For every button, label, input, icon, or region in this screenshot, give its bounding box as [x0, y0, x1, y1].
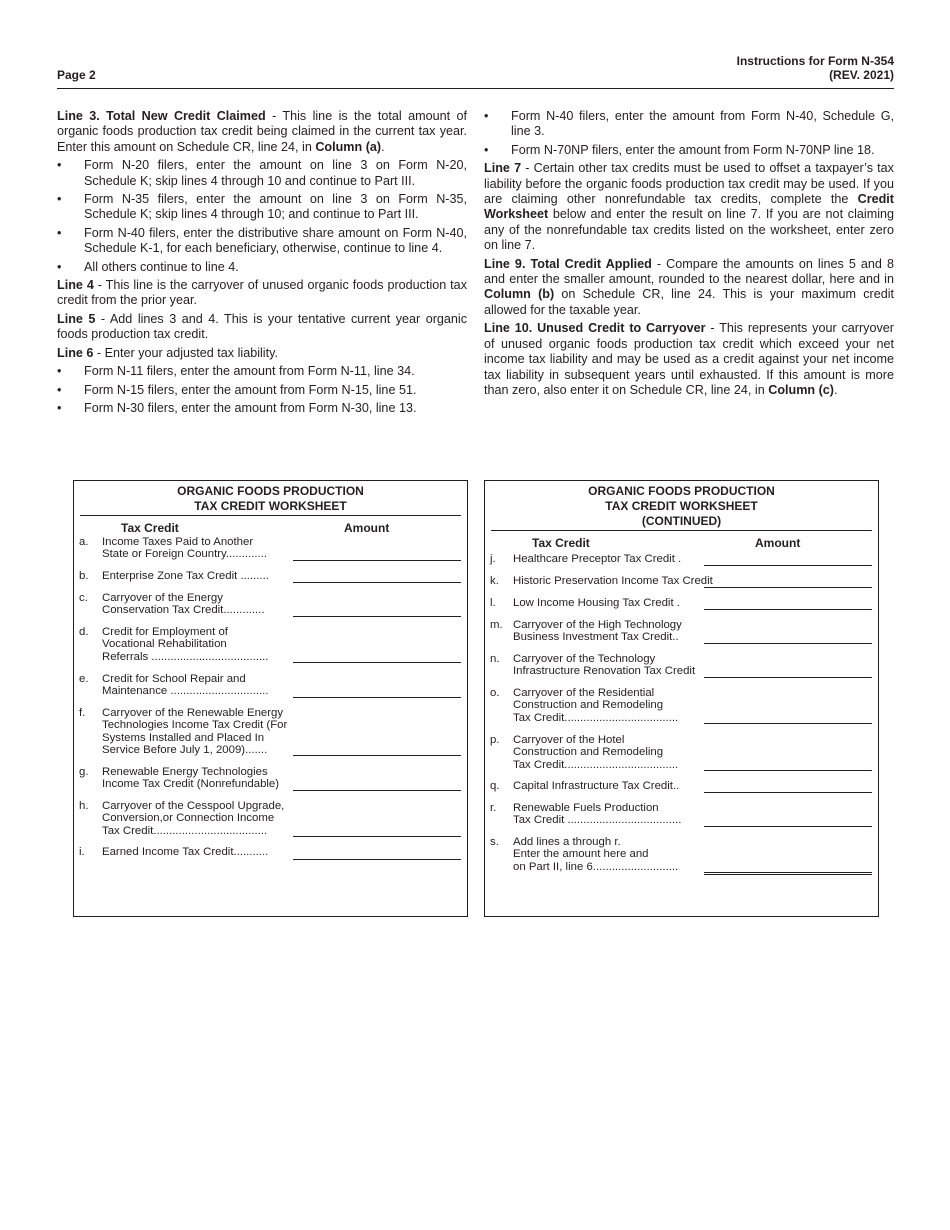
amount-field-r[interactable] [704, 826, 872, 827]
amount-field-g[interactable] [293, 790, 461, 791]
instructions-right-column [484, 109, 894, 401]
worksheet-row-k [485, 575, 878, 597]
worksheet-row-m [485, 619, 878, 653]
line9-column: Column (b) [484, 287, 555, 302]
page-number: Page 2 [57, 68, 96, 82]
bullet-icon: • [57, 400, 62, 415]
line3-bullet [57, 158, 467, 189]
row-label-line: Construction and Remodeling [513, 699, 664, 712]
line10-end: . [834, 382, 838, 397]
row-label-line: Capital Infrastructure Tax Credit.. [513, 780, 680, 792]
row-label-line: Credit for Employment of [102, 626, 228, 638]
worksheet-title [80, 484, 461, 516]
bullet-icon: • [484, 109, 489, 123]
bullet-text: Form N-40 filers, enter the amount from Form N-40, Schedule G, line 3. [511, 109, 894, 139]
bullet-icon: • [57, 192, 62, 207]
row-letter: o. [490, 687, 500, 699]
amount-field-l[interactable] [704, 609, 872, 610]
line3-heading: Line 3. Total New Credit Claimed [57, 109, 266, 123]
row-label [513, 619, 703, 644]
worksheet-row-h [74, 800, 467, 846]
worksheet-row-f [74, 707, 467, 766]
worksheet-row-j [485, 553, 878, 575]
worksheet-row-e [74, 673, 467, 707]
bullet-text: Form N-20 filers, enter the amount on line 3 on Form N-20, Schedule K; skip lines 4 through 10 and continue to Part III. [84, 158, 467, 188]
worksheet-row-r [485, 802, 878, 836]
row-label [513, 575, 713, 587]
line10-heading: Line 10. Unused Credit to Carryover [484, 321, 706, 336]
row-label [102, 800, 292, 837]
worksheet-title-line3: (CONTINUED) [641, 514, 722, 528]
row-label-line: Enter the amount here and [513, 848, 649, 861]
worksheet-row-a [74, 536, 467, 570]
row-letter: d. [79, 626, 89, 638]
amount-field-j[interactable] [704, 565, 872, 566]
row-label-line: Carryover of the Renewable Energy [102, 707, 284, 719]
tax-credit-column-header: Tax Credit [121, 521, 179, 535]
row-letter: h. [79, 800, 89, 812]
row-letter: a. [79, 536, 89, 548]
row-label-line: Tax Credit.................................... [102, 824, 268, 837]
line10-paragraph [484, 321, 894, 398]
worksheet-row-q [485, 780, 878, 802]
amount-field-d[interactable] [293, 662, 461, 663]
line10-column: Column (c) [768, 382, 834, 397]
row-label-line: Renewable Energy Technologies [102, 766, 268, 778]
page-header [57, 52, 894, 89]
instructions-left-column [57, 109, 467, 419]
line6-paragraph [57, 346, 467, 361]
line6-bullet [484, 109, 894, 140]
line3-bullet [57, 260, 467, 275]
line7-text: - Certain other tax credits must be used to offset a taxpayer’s tax liability before the organic foods production tax credit may be used. If you are claiming other nonrefundable tax credits, complete the [484, 161, 894, 207]
line9-paragraph [484, 257, 894, 319]
row-letter: r. [490, 802, 497, 814]
row-label [102, 707, 292, 757]
row-label-line: Referrals ..................................... [102, 650, 269, 663]
bullet-text: Form N-30 filers, enter the amount from Form N-30, line 13. [84, 400, 417, 415]
row-letter: n. [490, 653, 500, 665]
worksheet-row-n [485, 653, 878, 687]
line5-heading: Line 5 [57, 311, 96, 326]
worksheet-row-d [74, 626, 467, 673]
worksheet-row-g [74, 766, 467, 800]
row-label [102, 626, 292, 663]
row-letter: m. [490, 619, 503, 631]
row-letter: k. [490, 575, 499, 587]
row-label-line: Maintenance ............................... [102, 685, 269, 698]
amount-field-o[interactable] [704, 723, 872, 724]
row-label-line: Credit for School Repair and [102, 673, 246, 685]
row-label-line: Business Investment Tax Credit.. [513, 631, 679, 644]
row-label [102, 592, 292, 617]
row-label-line: Enterprise Zone Tax Credit ......... [102, 570, 269, 582]
row-label [102, 673, 292, 698]
line7-worksheet: Credit Worksheet [484, 192, 894, 222]
credit-worksheet-continued [484, 480, 879, 917]
bullet-text: Form N-70NP filers, enter the amount from Form N-70NP line 18. [511, 142, 875, 157]
row-label-line: Low Income Housing Tax Credit . [513, 597, 680, 609]
row-label-line: Infrastructure Renovation Tax Credit [513, 665, 696, 678]
row-label-line: Income Tax Credit (Nonrefundable) [102, 778, 280, 791]
line6-heading: Line 6 [57, 345, 94, 360]
row-label [513, 734, 703, 771]
worksheet-row-i [74, 846, 467, 868]
row-label-line: Earned Income Tax Credit........... [102, 846, 269, 858]
bullet-icon: • [57, 225, 62, 240]
line7-heading: Line 7 [484, 161, 522, 176]
row-label [102, 766, 292, 791]
amount-field-f[interactable] [293, 755, 461, 756]
line5-paragraph [57, 312, 467, 343]
amount-field-p[interactable] [704, 770, 872, 771]
row-label [513, 597, 703, 609]
worksheet-row-b [74, 570, 467, 592]
worksheet-row-l [485, 597, 878, 619]
worksheet-column-headers [74, 516, 467, 536]
line4-heading: Line 4 [57, 278, 94, 293]
row-label-line: Service Before July 1, 2009)....... [102, 744, 268, 757]
amount-field-n[interactable] [704, 677, 872, 678]
row-letter: e. [79, 673, 89, 685]
row-label [102, 570, 292, 582]
line3-bullet [57, 192, 467, 223]
line9-text-end: on Schedule CR, line 24. This is your maximum credit allowed for the taxable year. [484, 287, 894, 317]
row-label-line: Tax Credit.................................... [513, 711, 679, 724]
line3-paragraph [57, 109, 467, 155]
bullet-text: Form N-11 filers, enter the amount from Form N-11, line 34. [84, 364, 415, 379]
worksheet-row-s [485, 836, 878, 882]
line6-bullet [57, 401, 467, 416]
worksheet-title-line2: TAX CREDIT WORKSHEET [194, 499, 347, 513]
row-label [513, 687, 703, 724]
row-label [513, 802, 703, 827]
line6-bullet [484, 143, 894, 158]
row-label-line: Carryover of the Residential [513, 687, 655, 699]
row-label-line: on Part II, line 6........................... [513, 860, 679, 873]
row-label-line: Carryover of the Energy [102, 592, 223, 604]
row-letter: i. [79, 846, 85, 858]
row-label-line: Technologies Income Tax Credit (For [102, 719, 288, 732]
line6-text: - Enter your adjusted tax liability. [93, 345, 278, 360]
bullet-icon: • [57, 382, 62, 397]
row-label [513, 653, 703, 678]
bullet-icon: • [57, 158, 62, 173]
worksheet-title-line1: ORGANIC FOODS PRODUCTION [588, 484, 775, 498]
row-label [513, 553, 703, 565]
row-label-line: Carryover of the Cesspool Upgrade, [102, 800, 285, 812]
line7-paragraph [484, 161, 894, 253]
row-label-line: Systems Installed and Placed In [102, 731, 265, 744]
worksheet-title-line2: TAX CREDIT WORKSHEET [605, 499, 758, 513]
row-label-line: Tax Credit .................................... [513, 814, 682, 827]
row-label-line: Carryover of the Hotel [513, 734, 625, 746]
amount-field-q[interactable] [704, 792, 872, 793]
row-label-line: Conservation Tax Credit............. [102, 604, 265, 617]
amount-field-c[interactable] [293, 616, 461, 617]
worksheet-column-headers [485, 531, 878, 553]
row-label-line: Renewable Fuels Production [513, 802, 659, 814]
line3-bullet [57, 226, 467, 257]
line10-text: - This represents your carryover of unused organic foods production tax credit which exceed your net income tax liability and may be used as a credit against your net income tax liability in subsequent years until exhausted. If this amount is more than zero, also enter it on Schedule CR, line 24, in [484, 321, 894, 397]
worksheet-row-p [485, 734, 878, 780]
line5-text: - Add lines 3 and 4. This is your tentative current year organic foods production tax credit. [57, 311, 467, 342]
amount-field-e[interactable] [293, 697, 461, 698]
line3-end: . [381, 139, 385, 154]
row-label-line: State or Foreign Country............. [102, 548, 268, 561]
row-label-line: Vocational Rehabilitation [102, 638, 227, 651]
row-letter: g. [79, 766, 89, 778]
credit-worksheet [73, 480, 468, 917]
form-title-line1: Instructions for Form N-354 [736, 54, 894, 68]
row-letter: l. [490, 597, 496, 609]
amount-field-m[interactable] [704, 643, 872, 644]
tax-credit-column-header: Tax Credit [532, 536, 590, 550]
bullet-text: Form N-35 filers, enter the amount on line 3 on Form N-35, Schedule K; skip lines 4 through 10; and continue to Part III. [84, 192, 467, 222]
worksheet-title-line1: ORGANIC FOODS PRODUCTION [177, 484, 364, 498]
line6-bullet [57, 383, 467, 398]
line7-text-end: below and enter the result on line 7. If you are not claiming any of the nonrefundable tax credits listed on the worksheet, enter zero on line 7. [484, 207, 894, 253]
row-label-line: Conversion,or Connection Income [102, 812, 275, 825]
line6-bullet [57, 364, 467, 379]
amount-field-s-total[interactable] [704, 872, 872, 875]
worksheet-title [491, 484, 872, 531]
row-letter: f. [79, 707, 86, 719]
amount-field-k[interactable] [704, 587, 872, 588]
row-label-line: Carryover of the Technology [513, 653, 656, 665]
line4-paragraph [57, 278, 467, 309]
line4-text: - This line is the carryover of unused organic foods production tax credit from the prior year. [57, 278, 467, 308]
amount-field-b[interactable] [293, 582, 461, 583]
amount-column-header: Amount [755, 536, 801, 550]
row-label [513, 836, 703, 873]
row-label [513, 780, 703, 792]
row-label [102, 846, 292, 858]
row-letter: s. [490, 836, 499, 848]
row-label-line: Construction and Remodeling [513, 746, 664, 759]
line3-column: Column (a) [315, 139, 382, 154]
bullet-icon: • [57, 259, 62, 274]
line3-text: - This line is the total amount of organic foods production tax credit being claimed in the current tax year. Enter this amount on Schedule CR, line 24, in [57, 109, 467, 154]
bullet-icon: • [484, 142, 489, 157]
form-title [737, 54, 894, 82]
amount-field-a[interactable] [293, 560, 461, 561]
bullet-icon: • [57, 364, 62, 379]
row-letter: q. [490, 780, 500, 792]
line9-heading: Line 9. Total Credit Applied [484, 256, 652, 271]
row-label-line: Carryover of the High Technology [513, 619, 682, 631]
row-label [102, 536, 292, 561]
amount-column-header: Amount [344, 521, 390, 535]
row-letter: b. [79, 570, 89, 582]
worksheet-row-c [74, 592, 467, 626]
row-letter: j. [490, 553, 496, 565]
amount-field-h[interactable] [293, 836, 461, 837]
row-label-line: Healthcare Preceptor Tax Credit . [513, 553, 682, 565]
bullet-text: Form N-15 filers, enter the amount from Form N-15, line 51. [84, 382, 417, 397]
bullet-text: Form N-40 filers, enter the distributive share amount on Form N-40, Schedule K-1, for each beneficiary, otherwise, continue to line 4. [84, 225, 467, 256]
bullet-text: All others continue to line 4. [84, 259, 239, 274]
form-title-line2: (REV. 2021) [829, 68, 894, 82]
row-letter: p. [490, 734, 500, 746]
row-label-line: Income Taxes Paid to Another [102, 536, 254, 548]
row-label-line: Tax Credit.................................... [513, 758, 679, 771]
amount-field-i[interactable] [293, 859, 461, 860]
line9-text: - Compare the amounts on lines 5 and 8 and enter the smaller amount, rounded to the nearest dollar, here and in [484, 256, 894, 287]
row-label-line: Historic Preservation Income Tax Credit [513, 575, 713, 587]
row-letter: c. [79, 592, 88, 604]
row-label-line: Add lines a through r. [513, 836, 621, 848]
worksheet-row-o [485, 687, 878, 734]
